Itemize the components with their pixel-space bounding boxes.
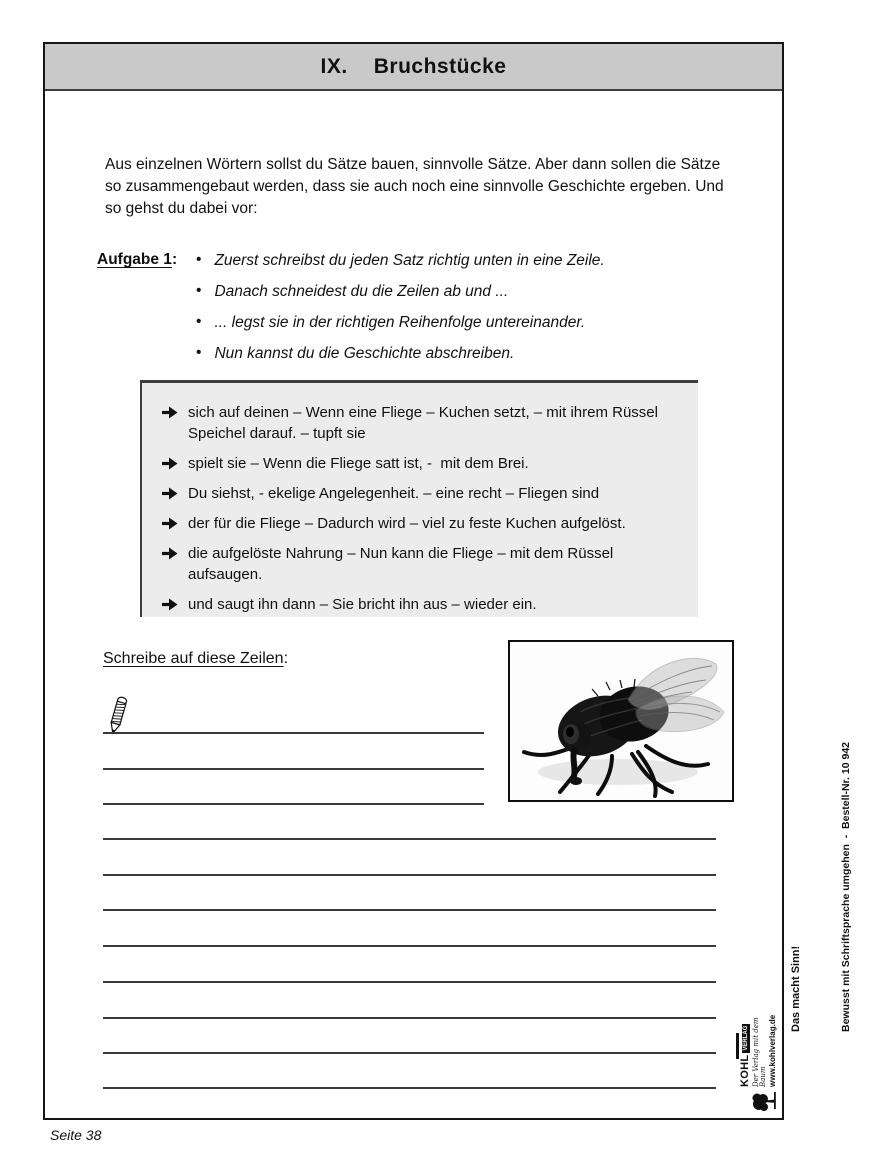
task-step-text: Zuerst schreibst du jeden Satz richtig unten in eine Zeile. <box>214 252 605 269</box>
fragment-text: die aufgelöste Nahrung – Nun kann die Fliege – mit dem Rüssel aufsaugen. <box>188 545 614 583</box>
fragment-text: spielt sie – Wenn die Fliege satt ist, - mit dem Brei. <box>188 455 529 472</box>
write-section-label: Schreibe auf diese Zeilen: <box>103 650 289 667</box>
bullet-icon: • <box>196 344 202 361</box>
fragment-item <box>161 402 684 444</box>
publisher-logo <box>736 1014 777 1112</box>
fragment-text: der für die Fliege – Dadurch wird – viel zu feste Kuchen aufgelöst. <box>188 515 626 532</box>
fly-illustration <box>510 642 732 800</box>
fragment-text: sich auf deinen – Wenn eine Fliege – Kuchen setzt, – mit ihrem Rüssel Speichel darauf. – tupft sie <box>188 404 658 442</box>
right-arrow-icon <box>161 547 178 560</box>
fly-photo <box>508 640 734 802</box>
fragment-item <box>161 453 684 474</box>
task-label: Aufgabe 1: <box>97 251 178 268</box>
right-arrow-icon <box>161 517 178 530</box>
writing-line <box>103 1052 716 1054</box>
page-title: Bruchstücke <box>373 54 507 78</box>
publisher-name: KOHL <box>739 1054 751 1087</box>
publisher-tagline: Der Verlag mit dem Baum <box>752 1017 767 1087</box>
fragment-text: und saugt ihn dann – Sie bricht ihn aus – wieder ein. <box>188 596 537 613</box>
fragments-box <box>140 380 698 617</box>
page-number: Seite 38 <box>50 1127 102 1143</box>
right-arrow-icon <box>161 598 178 611</box>
task-step-text: ... legst sie in der richtigen Reihenfolge untereinander. <box>214 314 586 331</box>
fragment-item <box>161 594 684 615</box>
writing-line <box>103 732 484 734</box>
task-step <box>196 282 726 302</box>
task-step <box>196 313 726 333</box>
bullet-icon: • <box>196 282 202 299</box>
page-header <box>45 44 782 91</box>
writing-line <box>103 874 716 876</box>
task-steps-list <box>196 251 726 375</box>
series-title: Das macht Sinn! <box>790 945 802 1032</box>
task-step <box>196 344 726 364</box>
fragment-item <box>161 513 684 534</box>
tree-icon <box>751 1090 777 1112</box>
writing-line <box>103 909 716 911</box>
fragment-item <box>161 543 684 585</box>
publisher-badge: VERLAG <box>742 1025 749 1051</box>
task-step <box>196 251 726 271</box>
bullet-icon: • <box>196 251 202 268</box>
writing-line <box>103 803 484 805</box>
fragment-item <box>161 483 684 504</box>
writing-line <box>103 1087 716 1089</box>
sidebar-vertical-text <box>753 714 889 1032</box>
right-arrow-icon <box>161 487 178 500</box>
writing-line <box>103 945 716 947</box>
intro-text: Aus einzelnen Wörtern sollst du Sätze bauen, sinnvolle Sätze. Aber dann sollen die Sätze so zusammengebaut werden, dass sie auch noch eine sinnvolle Geschichte ergeben. Und so gehst du dabei vor: <box>105 155 724 217</box>
right-arrow-icon <box>161 457 178 470</box>
bullet-icon: • <box>196 313 202 330</box>
writing-line <box>103 768 484 770</box>
title-number: IX. <box>320 54 348 78</box>
writing-line <box>103 981 716 983</box>
task-step-text: Nun kannst du die Geschichte abschreiben. <box>214 345 515 362</box>
series-subtitle: Bewusst mit Schriftsprache umgehen - Bestell-Nr. 10 942 <box>840 741 852 1032</box>
writing-line <box>103 1017 716 1019</box>
writing-line <box>103 838 716 840</box>
fragment-text: Du siehst, - ekelige Angelegenheit. – eine recht – Fliegen sind <box>188 485 600 502</box>
task-step-text: Danach schneidest du die Zeilen ab und ... <box>214 283 509 300</box>
publisher-website: www.kohlverlag.de <box>768 1014 777 1087</box>
pencil-icon <box>100 694 136 736</box>
right-arrow-icon <box>161 406 178 419</box>
